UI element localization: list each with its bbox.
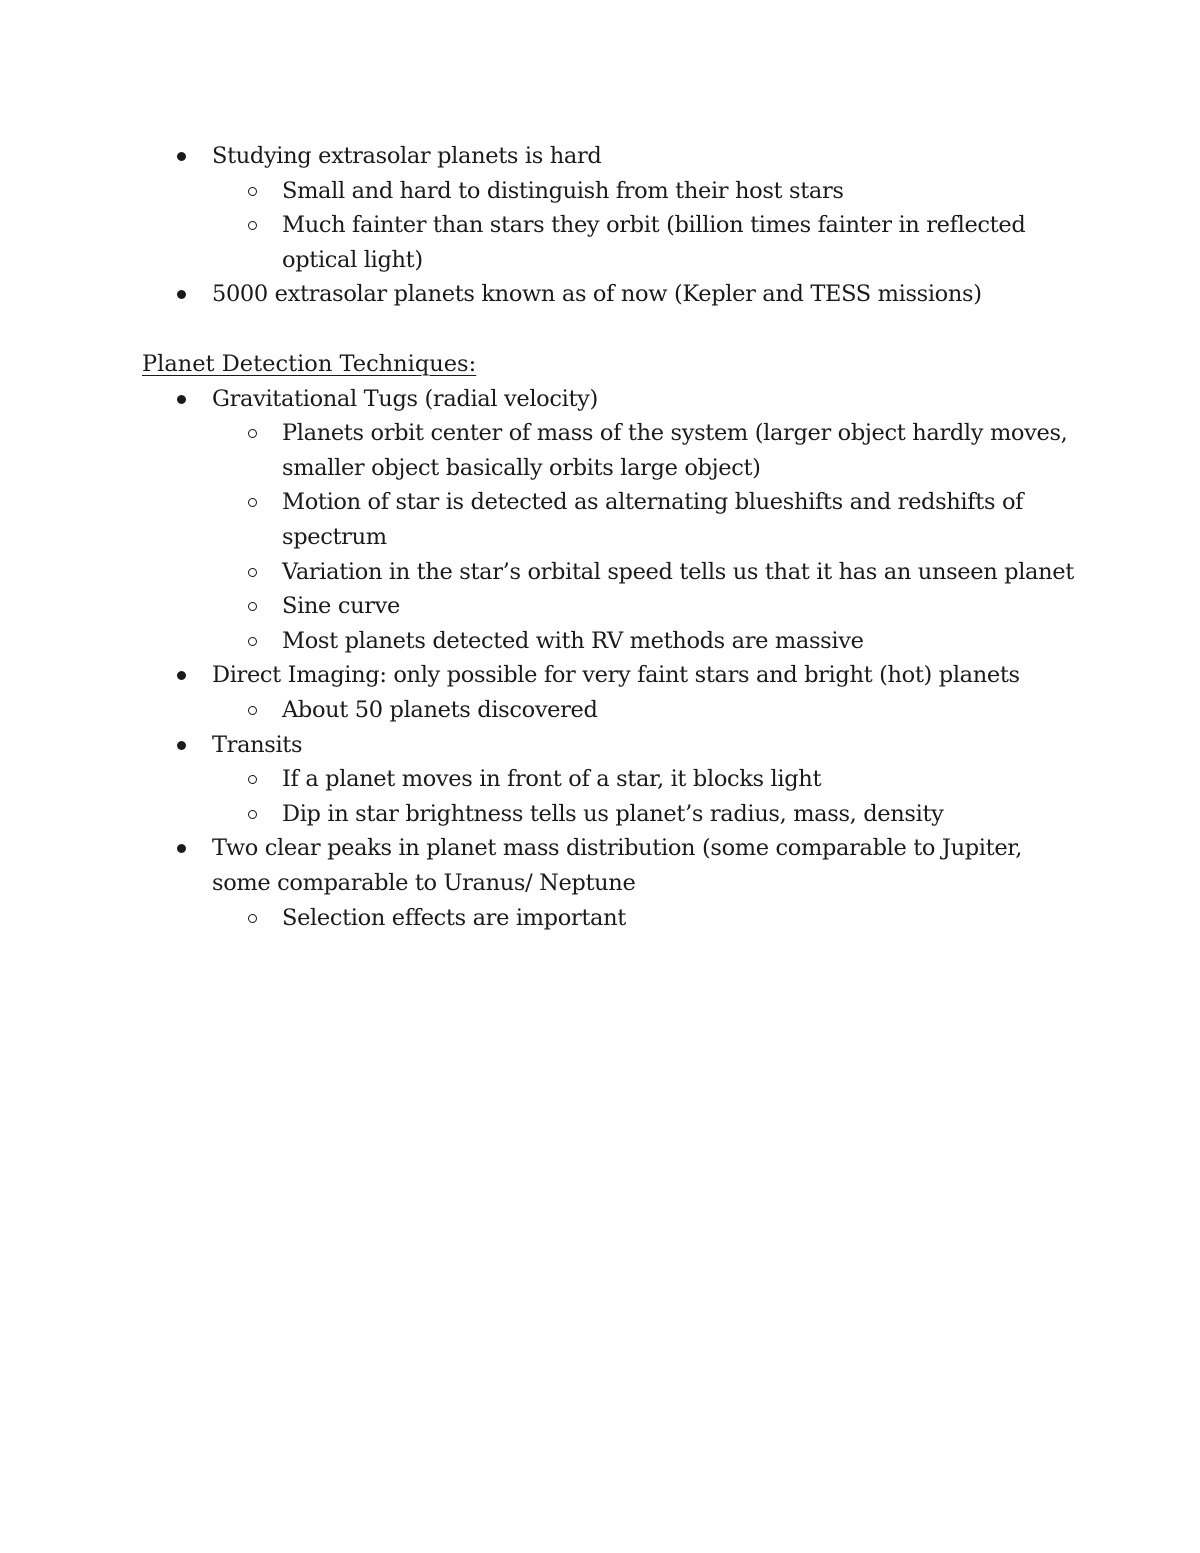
bullet-circle-icon [248, 637, 257, 646]
list-item [142, 831, 1082, 935]
sub-list-item [212, 208, 1082, 277]
detection-section [142, 347, 1082, 935]
bullet-dot-icon [177, 152, 186, 161]
sub-list-item [212, 555, 1082, 590]
section-heading: Planet Detection Techniques: [142, 351, 477, 377]
sub-list-item-text: Selection effects are important [282, 904, 626, 931]
list-item [142, 382, 1082, 659]
list-item [142, 658, 1082, 727]
bullet-dot-icon [177, 844, 186, 853]
bullet-dot-icon [177, 671, 186, 680]
sub-bullet-list [212, 762, 1082, 831]
list-item [142, 139, 1082, 277]
sub-list-item-text: Dip in star brightness tells us planet’s radius, mass, density [282, 800, 944, 827]
bullet-circle-icon [248, 775, 257, 784]
sub-bullet-list [212, 416, 1082, 658]
intro-bullet-list [142, 139, 1082, 312]
sub-list-item-text: About 50 planets discovered [282, 696, 598, 723]
list-item-text: Gravitational Tugs (radial velocity) [212, 385, 598, 412]
list-item [142, 728, 1082, 832]
list-item-text: 5000 extrasolar planets known as of now (Kepler and TESS missions) [212, 281, 982, 308]
sub-list-item [212, 485, 1082, 554]
bullet-circle-icon [248, 221, 257, 230]
sub-list-item-text: Variation in the star’s orbital speed tells us that it has an unseen planet [282, 558, 1074, 585]
bullet-circle-icon [248, 810, 257, 819]
detection-bullet-list [142, 382, 1082, 936]
sub-list-item [212, 797, 1082, 832]
sub-bullet-list [212, 693, 1082, 728]
bullet-circle-icon [248, 429, 257, 438]
bullet-dot-icon [177, 395, 186, 404]
bullet-circle-icon [248, 602, 257, 611]
sub-list-item [212, 416, 1082, 485]
sub-list-item-text: Sine curve [282, 593, 400, 620]
sub-list-item [212, 901, 1082, 936]
sub-list-item [212, 589, 1082, 624]
intro-section [142, 139, 1082, 312]
sub-list-item-text: Much fainter than stars they orbit (billion times fainter in reflected optical light) [282, 212, 1026, 273]
sub-list-item-text: If a planet moves in front of a star, it blocks light [282, 766, 822, 793]
list-item-text: Studying extrasolar planets is hard [212, 143, 602, 169]
bullet-circle-icon [248, 187, 257, 196]
sub-list-item [212, 762, 1082, 797]
bullet-circle-icon [248, 498, 257, 507]
bullet-dot-icon [177, 290, 186, 299]
list-item-text: Direct Imaging: only possible for very faint stars and bright (hot) planets [212, 662, 1020, 689]
sub-list-item-text: Planets orbit center of mass of the system (larger object hardly moves, smaller object basically orbits large object) [282, 420, 1068, 481]
sub-list-item-text: Motion of star is detected as alternating blueshifts and redshifts of spectrum [282, 489, 1024, 550]
bullet-circle-icon [248, 914, 257, 923]
sub-list-item-text: Small and hard to distinguish from their host stars [282, 177, 844, 204]
bullet-circle-icon [248, 568, 257, 577]
bullet-circle-icon [248, 706, 257, 715]
sub-list-item [212, 624, 1082, 659]
sub-list-item [212, 174, 1082, 209]
bullet-dot-icon [177, 741, 186, 750]
sub-list-item-text: Most planets detected with RV methods are massive [282, 627, 864, 654]
list-item-text: Two clear peaks in planet mass distribution (some comparable to Jupiter, some comparable to Uranus/ Neptune [212, 835, 1023, 896]
sub-list-item [212, 693, 1082, 728]
sub-bullet-list [212, 901, 1082, 936]
sub-bullet-list [212, 174, 1082, 278]
list-item-text: Transits [212, 731, 303, 758]
list-item [142, 277, 1082, 312]
